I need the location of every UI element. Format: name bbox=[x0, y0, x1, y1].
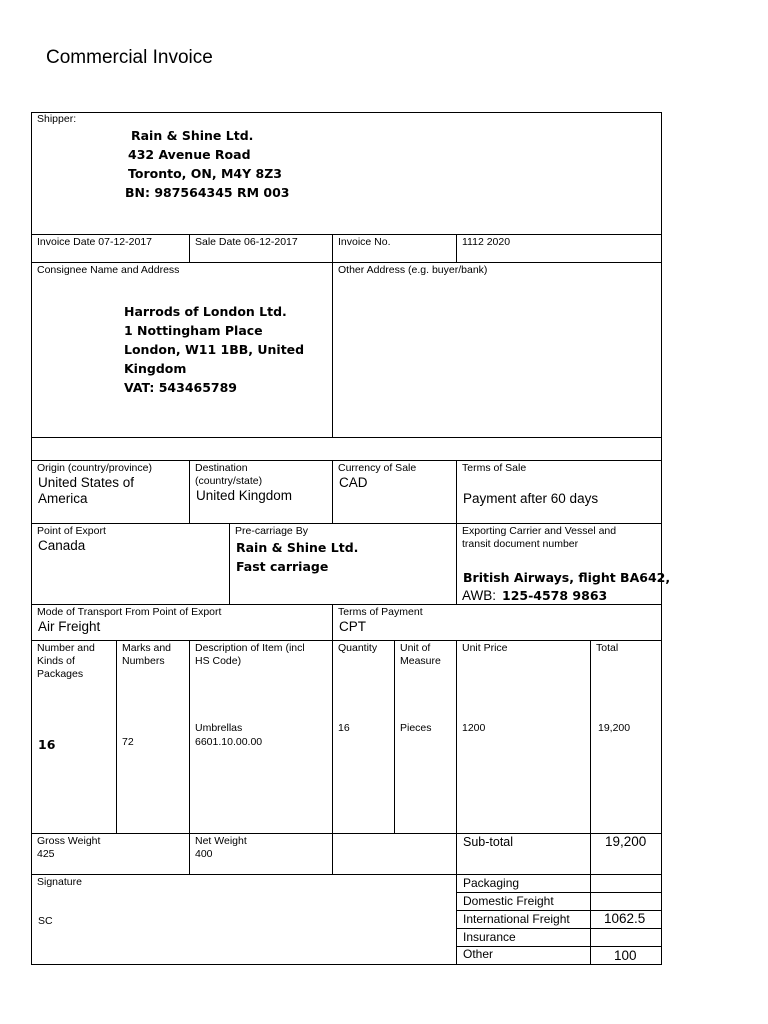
rule bbox=[332, 262, 333, 437]
rule bbox=[229, 523, 230, 604]
rule bbox=[332, 833, 333, 874]
currency-label: Currency of Sale bbox=[338, 462, 417, 474]
rule bbox=[456, 523, 457, 604]
net-weight-value: 400 bbox=[195, 848, 213, 860]
rule bbox=[31, 833, 662, 834]
currency-value: CAD bbox=[339, 475, 368, 490]
item-quantity: 16 bbox=[338, 722, 350, 734]
consignee-country: Kingdom bbox=[124, 361, 187, 376]
terms-of-payment-value: CPT bbox=[339, 619, 366, 634]
mode-of-transport-label: Mode of Transport From Point of Export bbox=[37, 606, 222, 618]
gross-weight-value: 425 bbox=[37, 848, 55, 860]
packages-header-1: Number and bbox=[37, 642, 95, 654]
rule bbox=[394, 640, 395, 833]
terms-of-sale-value: Payment after 60 days bbox=[463, 491, 599, 506]
rule bbox=[332, 604, 333, 640]
rule bbox=[189, 234, 190, 262]
charge-domestic-freight-label: Domestic Freight bbox=[463, 894, 554, 908]
terms-of-payment-label: Terms of Payment bbox=[338, 606, 423, 618]
signature-value: SC bbox=[38, 915, 53, 927]
other-address-label: Other Address (e.g. buyer/bank) bbox=[338, 264, 488, 276]
rule bbox=[332, 234, 333, 262]
marks-header-2: Numbers bbox=[122, 655, 165, 667]
unit-header-2: Measure bbox=[400, 655, 441, 667]
shipper-name: Rain & Shine Ltd. bbox=[131, 128, 254, 143]
rule bbox=[189, 640, 190, 833]
charge-other-value: 100 bbox=[614, 948, 637, 963]
consignee-name: Harrods of London Ltd. bbox=[124, 304, 287, 319]
packages-header-3: Packages bbox=[37, 668, 84, 680]
destination-label-line-1: Destination bbox=[195, 462, 248, 474]
charge-international-freight-label: International Freight bbox=[463, 912, 570, 926]
item-description: Umbrellas bbox=[195, 722, 243, 734]
rule bbox=[189, 460, 190, 523]
item-total: 19,200 bbox=[598, 722, 631, 734]
consignee-vat: VAT: 543465789 bbox=[124, 380, 238, 395]
item-hs-code: 6601.10.00.00 bbox=[195, 736, 263, 748]
rule bbox=[456, 234, 457, 262]
quantity-header: Quantity bbox=[338, 642, 378, 654]
subtotal-label: Sub-total bbox=[463, 835, 514, 849]
carrier-flight: British Airways, flight BA642, bbox=[463, 570, 671, 585]
sale-date: Sale Date 06-12-2017 bbox=[195, 236, 298, 248]
charge-insurance-label: Insurance bbox=[463, 930, 516, 944]
mode-of-transport-value: Air Freight bbox=[38, 619, 101, 634]
total-header: Total bbox=[596, 642, 619, 654]
consignee-street: 1 Nottingham Place bbox=[124, 323, 263, 338]
carrier-label-line-2: transit document number bbox=[462, 538, 579, 550]
point-of-export-label: Point of Export bbox=[37, 525, 106, 537]
rule bbox=[456, 640, 457, 833]
description-header-2: HS Code) bbox=[195, 655, 242, 667]
rule bbox=[31, 640, 662, 641]
pre-carriage-line-2: Fast carriage bbox=[236, 559, 329, 574]
description-header-1: Description of Item (incl bbox=[195, 642, 305, 654]
invoice-no: 1112 2020 bbox=[462, 236, 511, 248]
gross-weight-label: Gross Weight bbox=[37, 835, 101, 847]
rule bbox=[590, 640, 591, 833]
destination-value: United Kingdom bbox=[196, 488, 293, 503]
carrier-awb-number: 125-4578 9863 bbox=[502, 588, 608, 603]
consignee-city: London, W11 1BB, United bbox=[124, 342, 305, 357]
document-title: Commercial Invoice bbox=[46, 47, 213, 68]
point-of-export-value: Canada bbox=[38, 538, 86, 553]
marks-header-1: Marks and bbox=[122, 642, 172, 654]
shipper-bn: BN: 987564345 RM 003 bbox=[125, 185, 290, 200]
rule bbox=[332, 460, 333, 523]
invoice-no-label: Invoice No. bbox=[338, 236, 391, 248]
item-unit: Pieces bbox=[400, 722, 432, 734]
signature-label: Signature bbox=[37, 876, 82, 888]
rule bbox=[332, 640, 333, 833]
origin-label: Origin (country/province) bbox=[37, 462, 152, 474]
charge-other-label: Other bbox=[463, 947, 494, 961]
rule bbox=[456, 460, 457, 523]
shipper-label: Shipper: bbox=[37, 113, 77, 125]
rule bbox=[189, 833, 190, 874]
destination-label-line-2: (country/state) bbox=[195, 475, 263, 487]
shipper-city: Toronto, ON, M4Y 8Z3 bbox=[128, 166, 282, 181]
rule bbox=[590, 833, 591, 965]
item-marks: 72 bbox=[122, 736, 134, 748]
origin-value-line-2: America bbox=[38, 491, 88, 506]
unit-header-1: Unit of bbox=[400, 642, 431, 654]
invoice-date: Invoice Date 07-12-2017 bbox=[37, 236, 152, 248]
rule bbox=[456, 833, 457, 965]
rule bbox=[31, 460, 662, 461]
rule bbox=[116, 640, 117, 833]
rule bbox=[31, 262, 662, 263]
item-packages: 16 bbox=[38, 737, 56, 752]
rule bbox=[31, 874, 662, 875]
charge-international-freight-value: 1062.5 bbox=[604, 911, 646, 926]
carrier-awb-prefix: AWB: bbox=[462, 588, 497, 603]
rule bbox=[31, 523, 662, 524]
consignee-label: Consignee Name and Address bbox=[37, 264, 180, 276]
rule bbox=[31, 437, 662, 438]
packages-header-2: Kinds of bbox=[37, 655, 75, 667]
pre-carriage-line-1: Rain & Shine Ltd. bbox=[236, 540, 359, 555]
charge-packaging-label: Packaging bbox=[463, 876, 520, 890]
rule bbox=[31, 234, 662, 235]
net-weight-label: Net Weight bbox=[195, 835, 247, 847]
origin-value-line-1: United States of bbox=[38, 475, 135, 490]
carrier-label-line-1: Exporting Carrier and Vessel and bbox=[462, 525, 617, 537]
terms-of-sale-label: Terms of Sale bbox=[462, 462, 527, 474]
item-unit-price: 1200 bbox=[462, 722, 486, 734]
pre-carriage-label: Pre-carriage By bbox=[235, 525, 308, 537]
subtotal-value: 19,200 bbox=[605, 834, 647, 849]
unit-price-header: Unit Price bbox=[462, 642, 508, 654]
shipper-street: 432 Avenue Road bbox=[128, 147, 251, 162]
